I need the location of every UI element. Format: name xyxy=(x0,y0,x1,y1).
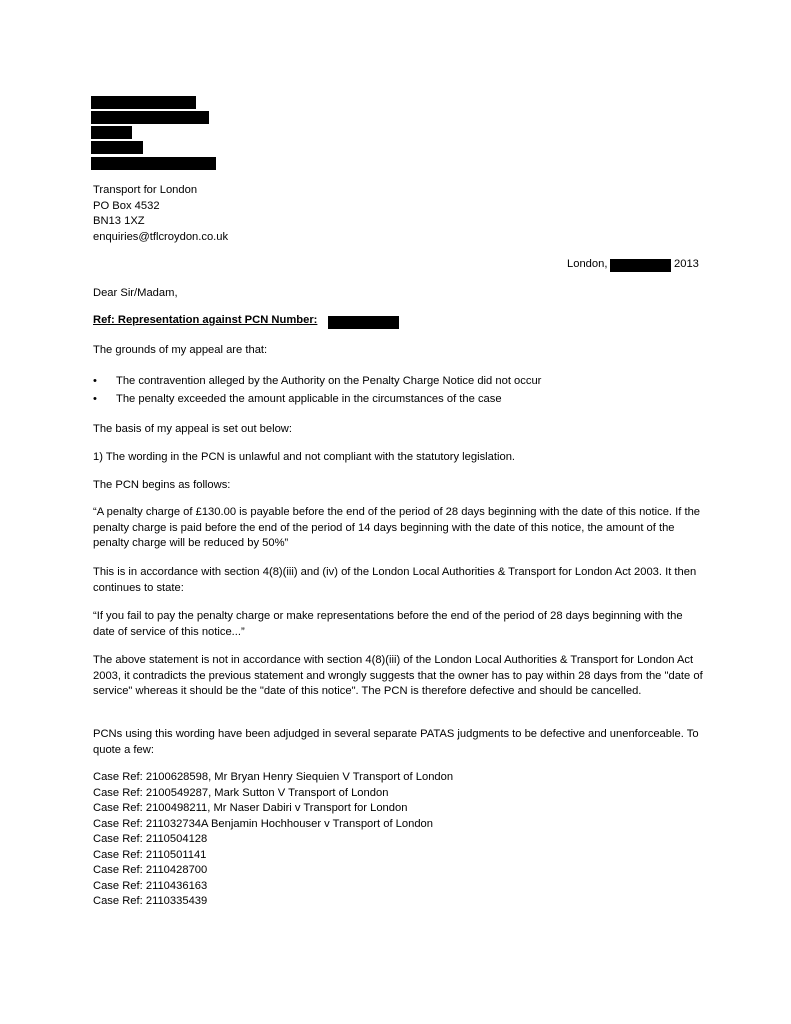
case-ref: Case Ref: 211032734A Benjamin Hochhouser v Transport of London xyxy=(93,817,433,830)
case-list xyxy=(93,770,705,910)
pcn-begins: The PCN begins as follows: xyxy=(93,479,231,491)
recipient-po-box: PO Box 4532 xyxy=(93,199,160,212)
case-ref: Case Ref: 2100498211, Mr Naser Dabiri v Transport for London xyxy=(93,802,408,814)
ground-text: The contravention alleged by the Authority on the Penalty Charge Notice did not occur xyxy=(116,375,542,387)
redacted-sender-line-1 xyxy=(91,96,196,109)
letter-date xyxy=(0,257,791,273)
point-1: 1) The wording in the PCN is unlawful and not compliant with the statutory legislation. xyxy=(93,451,516,463)
not-accordance-paragraph: The above statement is not in accordance with section 4(8)(iii) of the London Local Authorities & Transport for London Act 2003, it contradicts the previous statement and wrongly suggests that the owner has to pay within 28 days from the "date of service" whereas it should be the "date of this notice". The PCN is therefore defective and should be cancelled. xyxy=(93,654,703,697)
redacted-date xyxy=(610,259,671,272)
recipient-address xyxy=(93,183,705,245)
quote-2: “If you fail to pay the penalty charge or make representations before the end of the period of 28 days beginning with the date of service of this notice...” xyxy=(93,610,683,638)
recipient-email: enquiries@tflcroydon.co.uk xyxy=(93,230,229,243)
bullet-icon: • xyxy=(93,375,97,387)
case-ref: Case Ref: 2110504128 xyxy=(93,833,208,845)
reference-line: Ref: Representation against PCN Number: xyxy=(93,314,318,326)
redacted-sender-line-5 xyxy=(91,157,216,170)
redacted-sender-line-4 xyxy=(91,141,143,154)
grounds-intro: The grounds of my appeal are that: xyxy=(93,344,268,356)
case-ref: Case Ref: 2100549287, Mark Sutton V Transport of London xyxy=(93,786,389,799)
date-place: London, xyxy=(567,258,608,270)
date-year: 2013 xyxy=(674,258,699,270)
case-ref: Case Ref: 2110335439 xyxy=(93,895,208,907)
case-ref: Case Ref: 2110428700 xyxy=(93,864,208,876)
accordance-paragraph: This is in accordance with section 4(8)(iii) and (iv) of the London Local Authorities & Transport for London Act 2003. It then continues to state: xyxy=(93,566,697,594)
case-ref: Case Ref: 2110436163 xyxy=(93,879,208,892)
ground-text: The penalty exceeded the amount applicable in the circumstances of the case xyxy=(116,393,502,405)
basis-intro: The basis of my appeal is set out below: xyxy=(93,423,292,435)
quote-1: “A penalty charge of £130.00 is payable before the end of the period of 28 days beginning with the date of this notice. If the penalty charge is paid before the end of the period of 14 days beginning with the date of this notice, the amount of the penalty charge will be reduced by 50%” xyxy=(93,506,701,549)
adjudged-paragraph: PCNs using this wording have been adjudged in several separate PATAS judgments to be defective and unenforceable. To quote a few: xyxy=(93,728,699,756)
bullet-icon: • xyxy=(93,393,97,405)
recipient-postcode: BN13 1XZ xyxy=(93,215,145,227)
redacted-sender-line-3 xyxy=(91,126,132,139)
salutation: Dear Sir/Madam, xyxy=(93,287,178,299)
redacted-pcn-number xyxy=(328,316,399,329)
recipient-name: Transport for London xyxy=(93,184,198,196)
redacted-sender-line-2 xyxy=(91,111,209,124)
case-ref: Case Ref: 2110501141 xyxy=(93,848,207,861)
case-ref: Case Ref: 2100628598, Mr Bryan Henry Siequien V Transport of London xyxy=(93,771,454,783)
